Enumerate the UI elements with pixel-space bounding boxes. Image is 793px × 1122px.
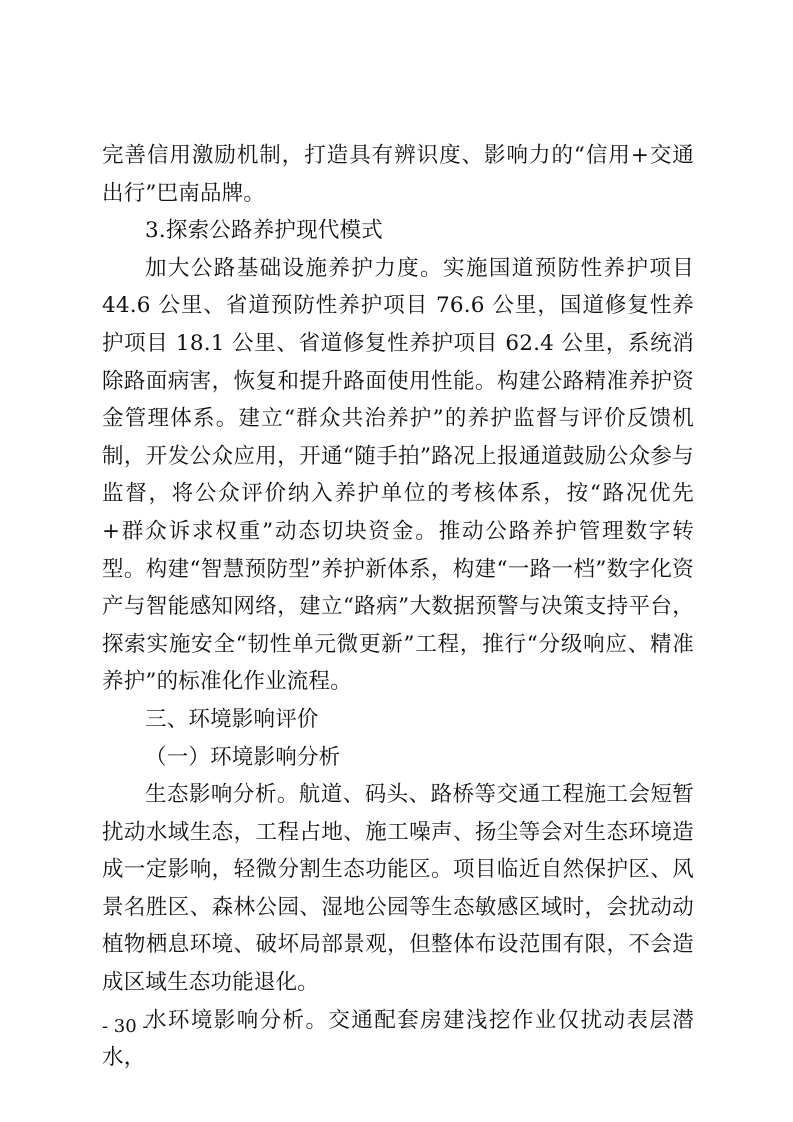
document-body	[102, 137, 694, 1077]
page-number: - 30 -	[102, 1016, 149, 1037]
paragraph-water: 水环境影响分析。交通配套房建浅挖作业仅扰动表层潜水，	[102, 1007, 694, 1071]
paragraph-continuation: 完善信用激励机制，打造具有辨识度、影响力的“信用+交通出行”巴南品牌。	[102, 143, 694, 206]
paragraph-road-maintenance: 加大公路基础设施养护力度。实施国道预防性养护项目 44.6 公里、省道预防性养护项目 76.6 公里，国道修复性养护项目 18.1 公里、省道修复性养护项目 62.4 公里，系统消除路面病害，恢复和提升路面使用性能。构建公路精准养护资金管理体系。建立“群众共治养护”的养护监督与评价反馈机制，开发公众应用，开通“随手拍”路况上报通道鼓励公众参与监督，将公众评价纳入养护单位的考核体系，按“路况优先+群众诉求权重”动态切块资金。推动公路养护管理数字转型。构建“智慧预防型”养护新体系，构建“一路一档”数字化资产与智能感知网络，建立“路病”大数据预警与决策支持平台，探索实施安全“韧性单元微更新”工程，推行“分级响应、精准养护”的标准化作业流程。	[102, 255, 694, 695]
paragraph-ecology: 生态影响分析。航道、码头、路桥等交通工程施工会短暂扰动水域生态，工程占地、施工噪声、扬尘等会对生态环境造成一定影响，轻微分割生态功能区。项目临近自然保护区、风景名胜区、森林公园、湿地公园等生态敏感区域时，会扰动动植物栖息环境、破坏局部景观，但整体布设范围有限，不会造成区域生态功能退化。	[102, 782, 694, 996]
section-heading: 三、环境影响评价	[145, 706, 319, 732]
subsection-heading: 3.探索公路养护现代模式	[145, 218, 383, 244]
subsection-heading-env: （一）环境影响分析	[145, 744, 341, 770]
